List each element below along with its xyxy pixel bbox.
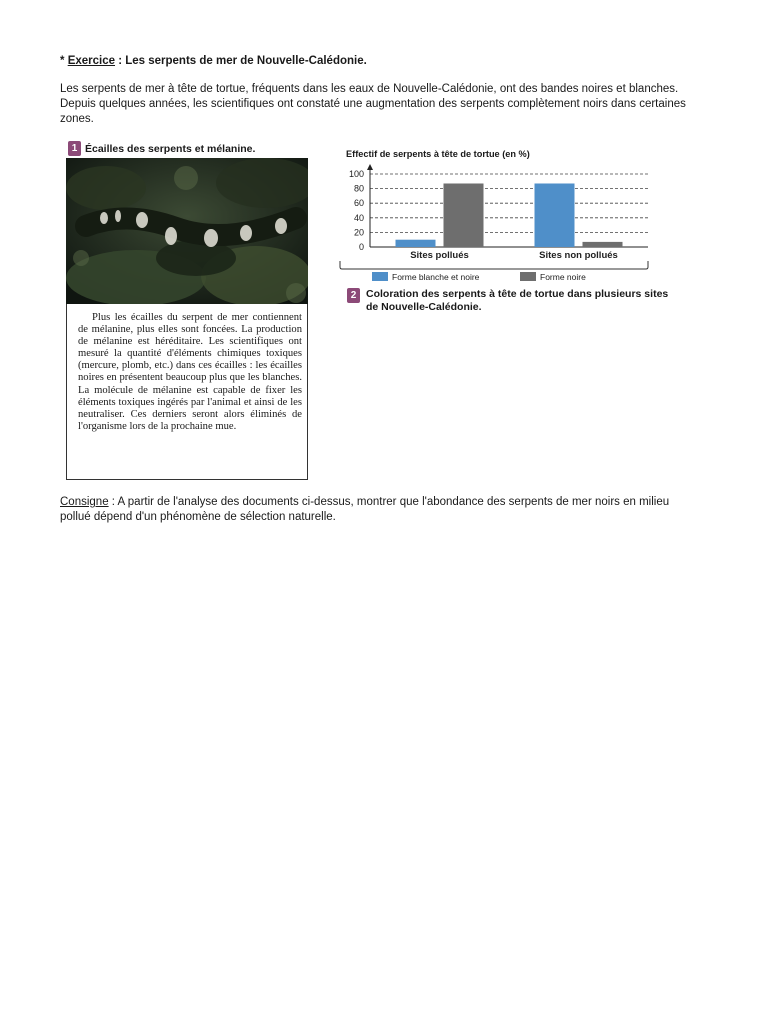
bar xyxy=(396,240,436,247)
x-category-label: Sites pollués xyxy=(410,250,469,261)
legend-label: Forme blanche et noire xyxy=(392,272,480,282)
y-axis-arrow xyxy=(367,164,373,170)
y-tick-label: 60 xyxy=(353,198,364,209)
exercise-label: Exercice xyxy=(67,55,116,67)
chart-bars xyxy=(396,183,623,247)
bar xyxy=(444,183,484,247)
chart-axes xyxy=(367,164,648,247)
instruction-paragraph xyxy=(60,495,700,525)
y-tick-label: 80 xyxy=(353,183,364,194)
snake-scales-photo xyxy=(66,158,308,304)
chart-gridlines xyxy=(370,174,648,232)
doc1-title: Écailles des serpents et mélanine. xyxy=(85,142,256,155)
snake-photo-graphic xyxy=(66,158,308,304)
legend-swatch xyxy=(372,272,388,281)
doc2-caption xyxy=(347,288,676,313)
chart-title: Effectif de serpents à tête de tortue (en %) xyxy=(346,149,530,159)
doc2-number-badge: 2 xyxy=(347,288,360,303)
doc2-caption-text: Coloration des serpents à tête de tortue dans plusieurs sites de Nouvelle-Calédonie. xyxy=(366,288,669,313)
doc1-heading xyxy=(68,141,255,156)
doc1-text: Plus les écailles du serpent de mer contiennent de mélanine, plus elles sont foncées. La production de mélanine est héréditaire. Les scientifiques ont mesuré la quantité d'éléments chimiques toxiques (mercure, plomb, etc.) dans ces écailles : les écailles noires en présentent beaucoup plus que les blanches. La molécule de mélanine est capable de fixer les éléments toxiques ingérés par l'animal et ainsi de les neutraliser. Ces derniers seront alors éliminés de l'organisme lors de la prochaine mue. xyxy=(78,312,302,432)
chart-legend xyxy=(340,261,648,282)
instruction-label: Consigne xyxy=(60,496,109,508)
exercise-heading: : Les serpents de mer de Nouvelle-Calédonie. xyxy=(115,55,367,67)
y-tick-label: 0 xyxy=(358,242,364,252)
instruction-text: : A partir de l'analyse des documents ci-dessus, montrer que l'abondance des serpents de mer noirs en milieu pollué dépend d'un phénomène de sélection naturelle. xyxy=(60,496,670,523)
legend-label: Forme noire xyxy=(540,272,586,282)
x-category-label: Sites non pollués xyxy=(539,250,618,261)
y-tick-label: 100 xyxy=(348,169,364,179)
bar xyxy=(583,242,623,247)
intro-paragraph: Les serpents de mer à tête de tortue, fréquents dans les eaux de Nouvelle-Calédonie, ont des bandes noires et blanches. Depuis quelques années, les scientifiques ont constaté une augmentation des serpents complètement noirs dans certaines zones. xyxy=(60,83,686,125)
y-tick-label: 40 xyxy=(353,212,364,223)
y-tick-label: 20 xyxy=(353,227,364,238)
bar xyxy=(535,183,575,247)
legend-swatch xyxy=(520,272,536,281)
legend-bracket xyxy=(340,261,648,269)
doc1-number-badge: 1 xyxy=(68,141,81,156)
bar-chart xyxy=(330,162,660,282)
title-star: * xyxy=(60,55,65,67)
exercise-title xyxy=(60,55,367,67)
